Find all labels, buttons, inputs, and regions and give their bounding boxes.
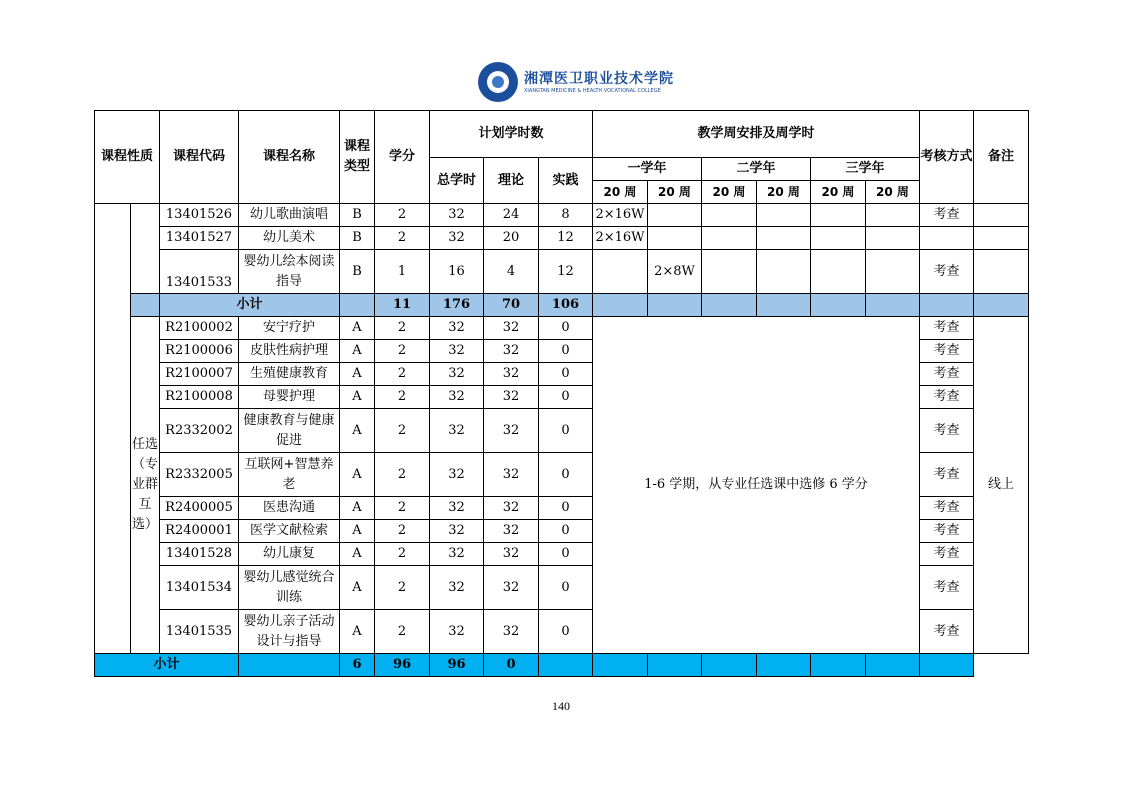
table-cell: R2400005 (160, 497, 239, 520)
table-cell: 32 (484, 340, 539, 363)
header-week: 20 周 (593, 181, 648, 204)
table-cell: 2 (375, 543, 430, 566)
schedule-note: 1-6 学期，从专业任选课中选修 6 学分 (593, 317, 920, 654)
subtotal-label: 小计 (160, 294, 340, 317)
table-cell: 6 (340, 654, 375, 677)
table-cell: 0 (539, 409, 593, 453)
table-cell: 16 (430, 250, 484, 294)
header-week: 20 周 (811, 181, 866, 204)
table-cell: 2 (375, 386, 430, 409)
header-credit: 学分 (375, 111, 430, 204)
table-cell: 13401535 (160, 610, 239, 654)
header-year3: 三学年 (811, 158, 920, 181)
table-cell: 健康教育与健康促进 (239, 409, 340, 453)
table-cell (811, 227, 866, 250)
table-cell (811, 654, 866, 677)
header-total: 总学时 (430, 158, 484, 204)
header-week: 20 周 (757, 181, 811, 204)
table-cell (593, 654, 648, 677)
table-cell: 1 (375, 250, 430, 294)
category-elective: 任选（专业群互选） (131, 317, 160, 654)
college-name: 湘潭医卫职业技术学院 (524, 71, 674, 87)
table-cell: 2×16W (593, 227, 648, 250)
table-cell (648, 204, 702, 227)
header-type: 课程类型 (340, 111, 375, 204)
table-cell: 32 (430, 497, 484, 520)
table-cell: 32 (430, 317, 484, 340)
table-cell: 13401534 (160, 566, 239, 610)
table-cell (974, 250, 1029, 294)
table-cell: B (340, 250, 375, 294)
table-cell: A (340, 566, 375, 610)
table-cell: R2100002 (160, 317, 239, 340)
table-cell: 2 (375, 520, 430, 543)
header-year2: 二学年 (702, 158, 811, 181)
table-cell: 0 (539, 386, 593, 409)
table-cell (920, 294, 974, 317)
table-cell: 幼儿歌曲演唱 (239, 204, 340, 227)
subtotal-row (95, 654, 1029, 677)
header-week: 20 周 (866, 181, 920, 204)
table-cell: 2 (375, 227, 430, 250)
table-cell: 4 (484, 250, 539, 294)
college-english-name: XIANGTAN MEDICINE & HEALTH VOCATIONAL COLLEGE (524, 88, 661, 94)
table-cell: 32 (430, 543, 484, 566)
table-cell: 考查 (920, 204, 974, 227)
table-cell: 考查 (920, 520, 974, 543)
table-cell (866, 250, 920, 294)
table-cell (757, 204, 811, 227)
subtotal-row (95, 294, 1029, 317)
table-cell (866, 294, 920, 317)
table-cell: 0 (539, 520, 593, 543)
table-cell (920, 654, 974, 677)
table-cell: B (340, 204, 375, 227)
table-cell: 12 (539, 227, 593, 250)
table-cell (974, 227, 1029, 250)
table-cell: B (340, 227, 375, 250)
table-cell: 32 (484, 543, 539, 566)
table-cell: 96 (375, 654, 430, 677)
category-cell (131, 204, 160, 294)
table-cell (131, 294, 160, 317)
header-remark: 备注 (974, 111, 1029, 204)
table-cell: 32 (430, 610, 484, 654)
table-cell: A (340, 340, 375, 363)
table-cell: 32 (484, 610, 539, 654)
table-cell: 32 (430, 363, 484, 386)
header-year1: 一学年 (593, 158, 702, 181)
table-cell: A (340, 453, 375, 497)
table-cell: 0 (539, 317, 593, 340)
table-row (95, 317, 1029, 340)
table-cell: 互联网+智慧养老 (239, 453, 340, 497)
table-cell: 考查 (920, 386, 974, 409)
table-cell: 32 (484, 520, 539, 543)
table-cell: 0 (539, 453, 593, 497)
table-cell (539, 654, 593, 677)
table-cell: 0 (539, 566, 593, 610)
table-cell: 32 (484, 386, 539, 409)
table-cell: 考查 (920, 453, 974, 497)
table-cell: 32 (484, 453, 539, 497)
table-cell: 考查 (920, 566, 974, 610)
table-cell: 13401528 (160, 543, 239, 566)
table-cell: R2100007 (160, 363, 239, 386)
table-cell: 母婴护理 (239, 386, 340, 409)
table-cell: 32 (484, 363, 539, 386)
table-cell: A (340, 409, 375, 453)
table-cell: 皮肤性病护理 (239, 340, 340, 363)
table-cell: R2100008 (160, 386, 239, 409)
header-code: 课程代码 (160, 111, 239, 204)
table-cell (593, 250, 648, 294)
table-cell: 医患沟通 (239, 497, 340, 520)
table-cell (811, 250, 866, 294)
header-exam: 考核方式 (920, 111, 974, 204)
table-cell (974, 204, 1029, 227)
table-cell: 2 (375, 340, 430, 363)
table-cell: 32 (484, 497, 539, 520)
header-nature: 课程性质 (95, 111, 160, 204)
table-row (95, 204, 1029, 227)
table-cell (648, 654, 702, 677)
table-cell: R2100006 (160, 340, 239, 363)
table-cell: 32 (484, 409, 539, 453)
table-cell: 32 (484, 566, 539, 610)
table-cell: 生殖健康教育 (239, 363, 340, 386)
table-cell: 2 (375, 204, 430, 227)
table-cell: 32 (484, 317, 539, 340)
table-cell: 32 (430, 566, 484, 610)
header-plan-hours: 计划学时数 (430, 111, 593, 158)
table-cell (702, 654, 757, 677)
table-cell: 幼儿美术 (239, 227, 340, 250)
table-cell: 13401526 (160, 204, 239, 227)
table-cell: 2 (375, 409, 430, 453)
table-cell: 13401527 (160, 227, 239, 250)
table-cell: A (340, 610, 375, 654)
header-week: 20 周 (702, 181, 757, 204)
table-cell: 考查 (920, 340, 974, 363)
table-cell: 考查 (920, 610, 974, 654)
table-cell (239, 654, 340, 677)
table-cell: R2400001 (160, 520, 239, 543)
remark-online: 线上 (974, 317, 1029, 654)
table-cell: 32 (430, 340, 484, 363)
table-cell (702, 294, 757, 317)
header-practice: 实践 (539, 158, 593, 204)
page-number: 140 (552, 699, 570, 713)
table-cell: 2 (375, 610, 430, 654)
table-cell: R2332005 (160, 453, 239, 497)
table-cell: 13401533 (160, 250, 239, 294)
table-cell (920, 227, 974, 250)
table-cell: 考查 (920, 317, 974, 340)
table-cell: 考查 (920, 363, 974, 386)
table-cell: 0 (539, 543, 593, 566)
table-cell: A (340, 363, 375, 386)
table-cell: 0 (539, 610, 593, 654)
table-cell: 96 (430, 654, 484, 677)
table-cell (702, 250, 757, 294)
table-row (95, 250, 1029, 294)
subtotal-label: 小计 (95, 654, 239, 677)
table-cell: 婴幼儿绘本阅读指导 (239, 250, 340, 294)
table-cell: 20 (484, 227, 539, 250)
table-cell (757, 294, 811, 317)
table-cell: 0 (484, 654, 539, 677)
table-cell: A (340, 520, 375, 543)
table-cell: 32 (430, 453, 484, 497)
table-cell (974, 294, 1029, 317)
header-name: 课程名称 (239, 111, 340, 204)
table-cell: 8 (539, 204, 593, 227)
college-logo (478, 62, 674, 104)
table-cell (757, 250, 811, 294)
table-cell: A (340, 386, 375, 409)
table-cell: 106 (539, 294, 593, 317)
table-cell: 2 (375, 566, 430, 610)
table-cell: 32 (430, 227, 484, 250)
table-cell: 考查 (920, 250, 974, 294)
table-cell: 幼儿康复 (239, 543, 340, 566)
table-cell: 2 (375, 317, 430, 340)
header-row-1 (95, 111, 1029, 158)
table-cell: 2 (375, 497, 430, 520)
table-cell: 婴幼儿亲子活动设计与指导 (239, 610, 340, 654)
table-cell: A (340, 497, 375, 520)
header-theory: 理论 (484, 158, 539, 204)
table-cell: 考查 (920, 543, 974, 566)
table-cell (757, 227, 811, 250)
table-cell: 2×16W (593, 204, 648, 227)
table-cell: 12 (539, 250, 593, 294)
table-cell: 70 (484, 294, 539, 317)
table-cell: A (340, 317, 375, 340)
category-outer-cell (95, 204, 131, 654)
table-cell: 安宁疗护 (239, 317, 340, 340)
table-cell (811, 204, 866, 227)
table-cell: 考查 (920, 497, 974, 520)
table-cell: 11 (375, 294, 430, 317)
table-cell (702, 204, 757, 227)
curriculum-table (94, 110, 1029, 677)
table-cell (593, 294, 648, 317)
table-cell: 2 (375, 363, 430, 386)
table-cell: 0 (539, 363, 593, 386)
table-cell: 32 (430, 409, 484, 453)
table-cell: 32 (430, 520, 484, 543)
table-cell: 婴幼儿感觉统合训练 (239, 566, 340, 610)
table-cell: 0 (539, 497, 593, 520)
header-week: 20 周 (648, 181, 702, 204)
table-cell (648, 227, 702, 250)
table-cell: 医学文献检索 (239, 520, 340, 543)
table-cell (866, 654, 920, 677)
table-cell (866, 204, 920, 227)
table-cell: 2×8W (648, 250, 702, 294)
header-schedule: 教学周安排及周学时 (593, 111, 920, 158)
table-cell (702, 227, 757, 250)
table-cell: 2 (375, 453, 430, 497)
table-cell (648, 294, 702, 317)
table-cell: A (340, 543, 375, 566)
table-cell: 0 (539, 340, 593, 363)
table-cell (757, 654, 811, 677)
table-cell: R2332002 (160, 409, 239, 453)
table-cell (340, 294, 375, 317)
table-row (95, 227, 1029, 250)
table-cell: 考查 (920, 409, 974, 453)
table-cell: 32 (430, 204, 484, 227)
table-cell (866, 227, 920, 250)
table-cell: 32 (430, 386, 484, 409)
table-cell (811, 294, 866, 317)
table-cell: 176 (430, 294, 484, 317)
table-cell: 24 (484, 204, 539, 227)
